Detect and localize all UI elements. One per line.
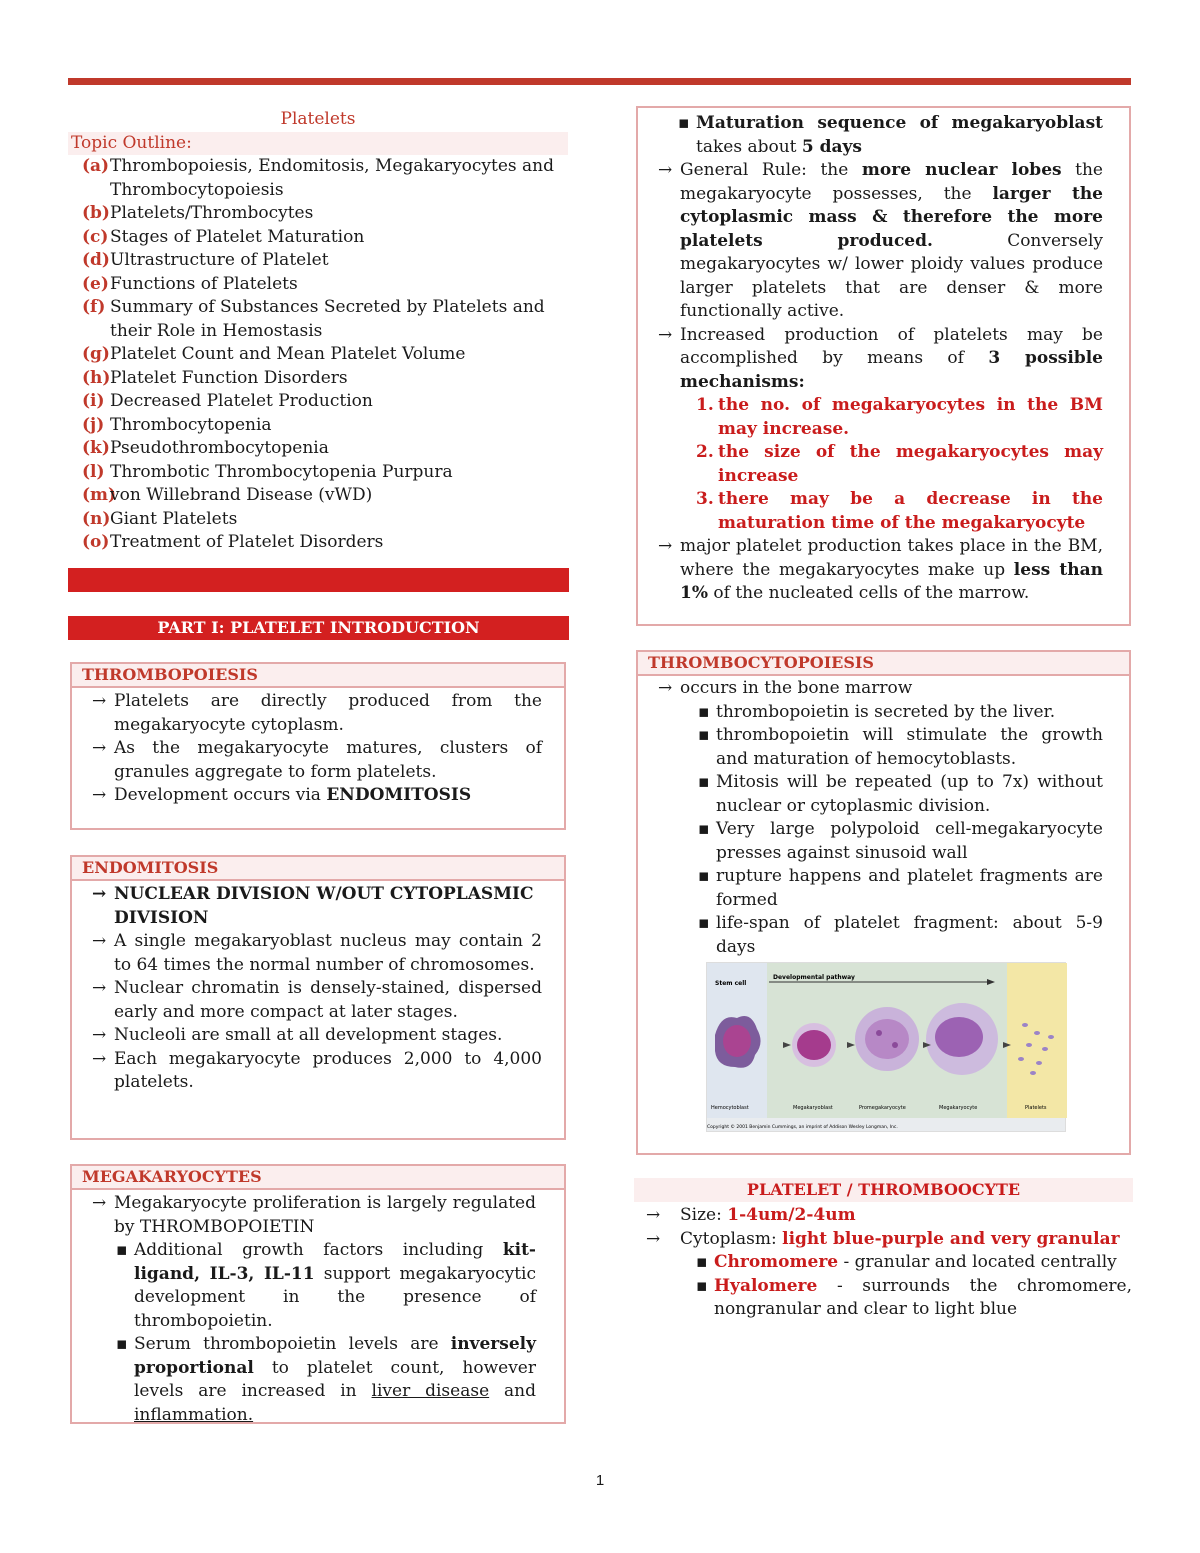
outline-item-text: Platelet Count and Mean Platelet Volume (110, 344, 466, 364)
endomitosis-bullet-5: → Each megakaryocyte produces 2,000 to 4,000 platelets. (114, 1048, 542, 1095)
outline-item-label: (f) (82, 297, 106, 317)
red-divider-bar (68, 568, 569, 592)
outline-item (68, 343, 568, 367)
outline-item-label: (k) (82, 438, 110, 458)
outline-item-text: Platelets/Thrombocytes (110, 203, 314, 223)
outline-item-label: (i) (82, 391, 105, 411)
label-megakaryoblast: Megakaryoblast (793, 1105, 833, 1111)
thrombocytopoiesis-sub-1: ▪ thrombopoietin is secreted by the liver. (696, 701, 1103, 725)
outline-item-label: (n) (82, 508, 111, 529)
outline-item (68, 531, 568, 555)
outline-item (68, 414, 568, 438)
endomitosis-bullet-4: → Nucleoli are small at all development stages. (114, 1024, 542, 1048)
figure-copyright: Copyright © 2001 Benjamin Cummings, an imprint of Addison Wesley Longman, Inc. (707, 1125, 898, 1130)
megakaryocytes-sub-2: ▪ Serum thrombopoietin levels are inversely proportional to platelet count, however levels are increased in liver disease and inflammation. (114, 1333, 536, 1427)
outline-item-label: (l) (82, 461, 105, 482)
outline-item (68, 390, 568, 414)
outline-item-text: Treatment of Platelet Disorders (110, 532, 384, 552)
outline-item (68, 508, 568, 532)
outline-list (68, 155, 568, 555)
development-pathway-illustration (707, 963, 1067, 1133)
thrombocytopoiesis-header: THROMBOCYTOPOIESIS (638, 652, 1129, 676)
outline-item (68, 273, 568, 297)
chromomere-item: ▪ Chromomere - granular and located centrally (694, 1251, 1132, 1275)
thrombopoiesis-bullet-1: → Platelets are directly produced from the megakaryocyte cytoplasm. (114, 690, 542, 737)
megakaryocytes-box (70, 1164, 566, 1424)
thrombocytopoiesis-sub-5: ▪ rupture happens and platelet fragments are formed (696, 865, 1103, 912)
page-number: 1 (595, 1472, 605, 1489)
maturation-box (636, 106, 1131, 626)
general-rule: → General Rule: the more nuclear lobes the megakaryocyte possesses, the larger the cytoplasmic mass & therefore the more platelets produced. Conversely megakaryocytes w/ lower ploidy values produce larger platelets that are denser & more functionally active. (680, 159, 1103, 324)
outline-item-label: (d) (82, 250, 110, 270)
stem-cell-label: Stem cell (715, 980, 747, 987)
major-production: → major platelet production takes place in the BM, where the megakaryocytes make up less than 1% of the nucleated cells of the marrow. (680, 535, 1103, 606)
endomitosis-header: ENDOMITOSIS (72, 857, 564, 881)
outline-item-text: Platelet Function Disorders (110, 367, 348, 388)
outline-item-text: Pseudothrombocytopenia (110, 438, 329, 458)
outline-item-text: Ultrastructure of Platelet (110, 250, 329, 270)
hyalomere-item: ▪ Hyalomere - surrounds the chromomere, nongranular and clear to light blue (694, 1275, 1132, 1322)
outline-item-text: Summary of Substances Secreted by Platelets and their Role in Hemostasis (110, 297, 545, 341)
outline-item-text: von Willebrand Disease (vWD) (110, 485, 373, 505)
megakaryocyte-development-figure (706, 962, 1066, 1132)
outline-item-label: (c) (82, 226, 109, 247)
outline-item (68, 437, 568, 461)
top-rule (68, 78, 1131, 85)
outline-item-text: Giant Platelets (110, 508, 238, 529)
thrombopoiesis-box (70, 662, 566, 830)
increased-production: → Increased production of platelets may be accomplished by means of 3 possible mechanisms: (680, 324, 1103, 395)
outline-item (68, 296, 568, 343)
megakaryocytes-bullet-1: → Megakaryocyte proliferation is largely regulated by THROMBOPOIETIN (114, 1192, 536, 1239)
thrombopoiesis-bullet-2: → As the megakaryocyte matures, clusters of granules aggregate to form platelets. (114, 737, 542, 784)
endomitosis-bullet-2: → A single megakaryoblast nucleus may contain 2 to 64 times the normal number of chromosomes. (114, 930, 542, 977)
platelet-section (646, 1204, 1132, 1322)
outline-item (68, 367, 568, 391)
megakaryocytes-header: MEGAKARYOCYTES (72, 1166, 564, 1190)
topic-outline (68, 108, 568, 555)
outline-item-text: Thrombopoiesis, Endomitosis, Megakaryocytes and Thrombocytopoiesis (110, 156, 554, 200)
platelet-header: PLATELET / THROMBOOCYTE (634, 1178, 1133, 1202)
outline-item-label: (e) (82, 273, 109, 294)
platelet-cytoplasm: → Cytoplasm: light blue-purple and very granular (646, 1228, 1120, 1249)
outline-item-text: Decreased Platelet Production (110, 391, 373, 411)
outline-item-text: Thrombocytopenia (110, 414, 272, 435)
label-promegakaryocyte: Promegakaryocyte (859, 1105, 906, 1111)
mechanism-2: 2. the size of the megakaryocytes may increase (696, 442, 1103, 486)
endomitosis-bullet-1: → NUCLEAR DIVISION W/OUT CYTOPLASMIC DIVISION (114, 883, 542, 930)
mechanism-3: 3. there may be a decrease in the maturation time of the megakaryocyte (696, 489, 1103, 533)
outline-item-label: (m) (82, 485, 117, 505)
outline-item-text: Stages of Platelet Maturation (110, 226, 365, 247)
platelet-size: → Size: 1-4um/2-4um (646, 1205, 856, 1225)
thrombocytopoiesis-bullet-1: → occurs in the bone marrow (680, 677, 1103, 701)
part-label: PART I: PLATELET INTRODUCTION (68, 616, 569, 640)
pathway-label: Developmental pathway (773, 974, 855, 981)
thrombopoiesis-bullet-3: → Development occurs via ENDOMITOSIS (114, 784, 542, 808)
outline-item (68, 226, 568, 250)
mechanism-1: 1. the no. of megakaryocytes in the BM may increase. (696, 395, 1103, 439)
outline-item-label: (o) (82, 532, 110, 552)
outline-item-text: Thrombotic Thrombocytopenia Purpura (110, 461, 453, 482)
outline-item (68, 155, 568, 202)
outline-item (68, 484, 568, 508)
outline-item-label: (b) (82, 203, 110, 223)
outline-item-label: (j) (82, 414, 105, 435)
thrombopoiesis-header: THROMBOPOIESIS (72, 664, 564, 688)
outline-item-label: (g) (82, 344, 110, 364)
outline-item (68, 461, 568, 485)
label-hemocytoblast: Hemocytoblast (711, 1105, 749, 1111)
thrombocytopoiesis-sub-2: ▪ thrombopoietin will stimulate the growth and maturation of hemocytoblasts. (696, 724, 1103, 771)
endomitosis-box (70, 855, 566, 1140)
outline-heading: Topic Outline: (68, 132, 568, 156)
outline-item (68, 249, 568, 273)
maturation-sequence: ▪ Maturation sequence of megakaryoblast takes about 5 days (676, 112, 1103, 159)
outline-item-text: Functions of Platelets (110, 273, 298, 294)
thrombocytopoiesis-sub-4: ▪ Very large polypoloid cell-megakaryocyte presses against sinusoid wall (696, 818, 1103, 865)
outline-item (68, 202, 568, 226)
thrombocytopoiesis-sub-6: ▪ life-span of platelet fragment: about 5-9 days (696, 912, 1103, 959)
endomitosis-bullet-3: → Nuclear chromatin is densely-stained, dispersed early and more compact at later stages. (114, 977, 542, 1024)
label-megakaryocyte: Megakaryocyte (939, 1105, 978, 1111)
thrombocytopoiesis-sub-3: ▪ Mitosis will be repeated (up to 7x) without nuclear or cytoplasmic division. (696, 771, 1103, 818)
label-platelets: Platelets (1025, 1105, 1047, 1111)
doc-title: Platelets (280, 109, 356, 129)
outline-item-label: (h) (82, 367, 111, 388)
outline-item-label: (a) (82, 156, 110, 176)
megakaryocytes-sub-1: ▪ Additional growth factors including kit-ligand, IL-3, IL-11 support megakaryocytic development in the presence of thrombopoietin. (114, 1239, 536, 1333)
